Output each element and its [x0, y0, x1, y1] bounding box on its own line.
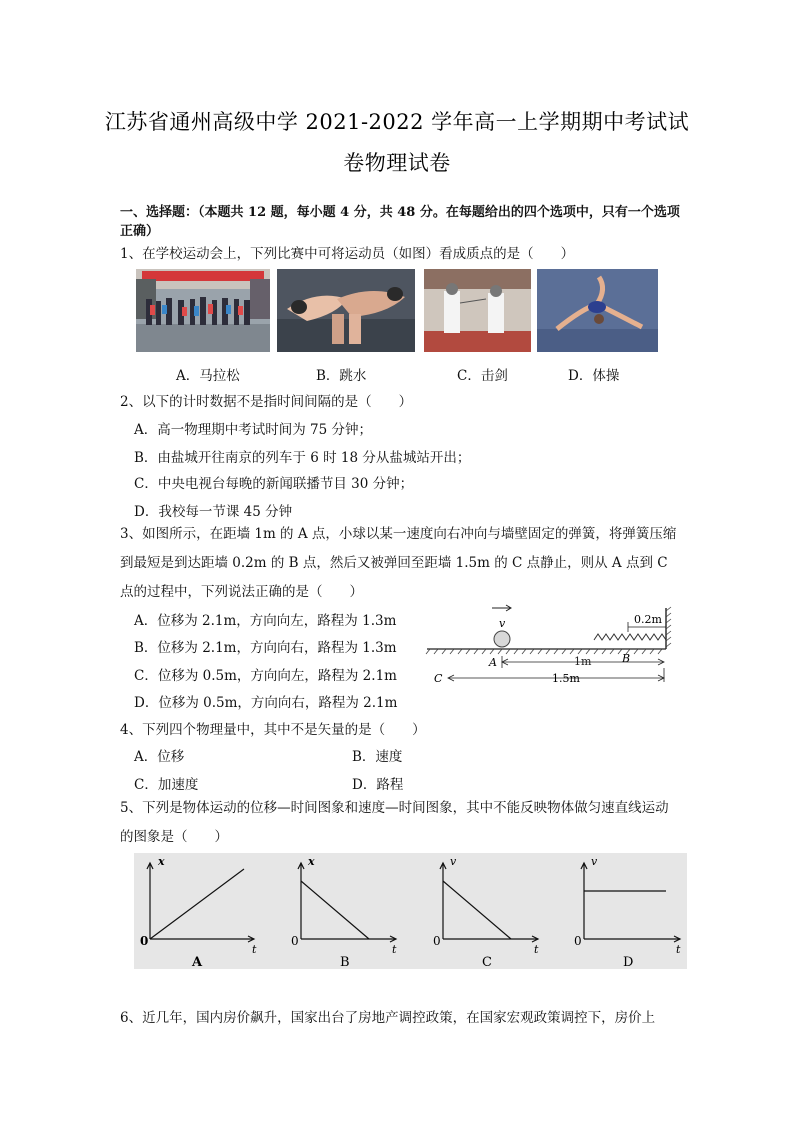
graph-c-letter: C	[482, 955, 492, 969]
q1-option-b: B．跳水	[316, 368, 367, 384]
q1-option-c: C．击剑	[457, 368, 508, 384]
graph-a-origin: 0	[140, 934, 149, 948]
q3-option-b: B．位移为 2.1m，方向向右，路程为 1.3m	[134, 640, 397, 656]
section-heading: 一、选择题：（本题共 12 题，每小题 4 分，共 48 分。在每题给出的四个选项中，只有一个选项正确）	[120, 205, 680, 239]
graph-a-xlabel: t	[252, 943, 257, 956]
graph-b-letter: B	[340, 955, 350, 969]
q4-stem: 4、下列四个物理量中，其中不是矢量的是（ ）	[120, 722, 426, 738]
page-title-line2: 卷物理试卷	[343, 151, 451, 175]
distance-1-5m-label: 1.5m	[552, 672, 580, 685]
graph-d-ylabel: v	[591, 855, 598, 868]
fencing-photo	[424, 269, 531, 352]
q2-option-a: A．高一物理期中考试时间为 75 分钟；	[134, 422, 373, 438]
gymnastics-photo	[537, 269, 658, 352]
graph-a-letter: A	[192, 955, 203, 969]
q4-option-d: D．路程	[352, 777, 404, 793]
q3-option-d: D．位移为 0.5m，方向向右，路程为 2.1m	[134, 695, 398, 711]
graph-b-ylabel: x	[308, 855, 315, 868]
point-b-label: B	[622, 652, 631, 665]
graph-c-origin: 0	[433, 934, 441, 948]
distance-0-2m-label: 0.2m	[634, 613, 662, 626]
q1-stem: 1、在学校运动会上，下列比赛中可将运动员（如图）看成质点的是（ ）	[120, 246, 575, 262]
q4-option-b: B．速度	[352, 749, 403, 765]
point-a-label: A	[489, 656, 497, 669]
graph-d-letter: D	[623, 955, 634, 969]
q6-stem: 6、近几年，国内房价飙升，国家出台了房地产调控政策，在国家宏观政策调控下，房价上	[120, 1010, 656, 1026]
q2-option-c: C．中央电视台每晚的新闻联播节目 30 分钟；	[134, 476, 414, 492]
graph-d-xlabel: t	[676, 943, 681, 956]
q3-stem: 3、如图所示，在距墙 1m 的 A 点，小球以某一速度向右冲向与墙壁固定的弹簧，将弹簧压缩到最短是到达距墙 0.2m 的 B 点，然后又被弹回至距墙 1.5m 的 C 点静止，则从 A 点到 C 点的过程中，下列说法正确的是（ ）	[120, 526, 677, 600]
q2-stem: 2、以下的计时数据不是指时间间隔的是（ ）	[120, 394, 413, 410]
q5-stem: 5、下列是物体运动的位移—时间图象和速度—时间图象，其中不能反映物体做匀速直线运动的图象是（ ）	[120, 800, 669, 845]
diving-photo	[277, 269, 415, 352]
q4-option-a: A．位移	[134, 749, 185, 765]
graph-a-ylabel: x	[158, 855, 165, 868]
q3-option-c: C．位移为 0.5m，方向向左，路程为 2.1m	[134, 668, 397, 684]
point-c-label: C	[434, 672, 443, 685]
q4-option-c: C．加速度	[134, 777, 199, 793]
distance-1m-label: 1m	[574, 655, 592, 668]
q2-option-d: D．我校每一节课 45 分钟	[134, 504, 293, 520]
marathon-photo	[136, 269, 270, 352]
q2-option-b: B．由盐城开往南京的列车于 6 时 18 分从盐城站开出；	[134, 450, 471, 466]
page-title-line1: 江苏省通州高级中学 2021-2022 学年高一上学期期中考试试	[104, 110, 690, 134]
graph-c-ylabel: v	[450, 855, 457, 868]
graph-b-xlabel: t	[392, 943, 397, 956]
graph-d-origin: 0	[574, 934, 582, 948]
q3-option-a: A．位移为 2.1m，方向向左，路程为 1.3m	[134, 613, 397, 629]
graph-c-xlabel: t	[534, 943, 539, 956]
spring-ball-diagram	[424, 602, 674, 690]
velocity-label: v	[499, 617, 506, 630]
graph-b-origin: 0	[291, 934, 299, 948]
q1-option-d: D．体操	[568, 368, 620, 384]
motion-graphs-panel	[134, 853, 687, 969]
q1-option-a: A．马拉松	[176, 368, 240, 384]
